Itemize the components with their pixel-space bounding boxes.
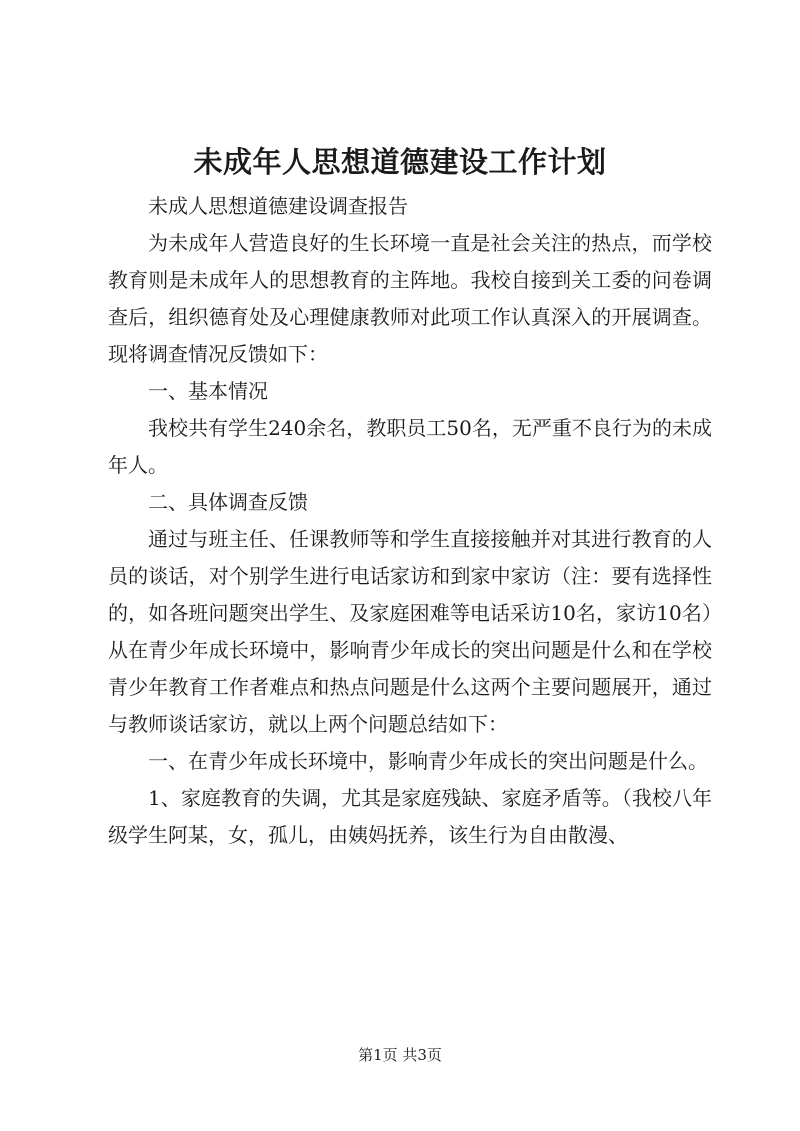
paragraph-feedback: 通过与班主任、任课教师等和学生直接接触并对其进行教育的人员的谈话，对个别学生进行电话家访和到家中家访（注：要有选择性的，如各班问题突出学生、及家庭困难等电话采访10名，家访10名）从在青少年成长环境中，影响青少年成长的突出问题是什么和在学校青少年教育工作者难点和热点问题是什么这两个主要问题展开，通过与教师谈话家访，就以上两个问题总结如下：: [108, 527, 712, 736]
document-body: [108, 188, 712, 854]
page-footer: 第1页 共3页: [358, 1046, 442, 1064]
section-heading-basic: 一、基本情况: [148, 379, 268, 403]
paragraph-item-1: 1、家庭教育的失调，尤其是家庭残缺、家庭矛盾等。（我校八年级学生阿某，女，孤儿，由姨妈抚养，该生行为自由散漫、: [108, 786, 712, 847]
paragraph-intro: 为未成年人营造良好的生长环境一直是社会关注的热点，而学校教育则是未成年人的思想教育的主阵地。我校自接到关工委的问卷调查后，组织德育处及心理健康教师对此项工作认真深入的开展调查。现将调查情况反馈如下：: [108, 231, 712, 366]
section-heading-problems: 一、在青少年成长环境中，影响青少年成长的突出问题是什么。: [148, 749, 708, 773]
section-heading-feedback: 二、具体调查反馈: [148, 490, 308, 514]
paragraph-subtitle: 未成人思想道德建设调查报告: [148, 194, 408, 218]
paragraph-basic: 我校共有学生240余名，教职员工50名，无严重不良行为的未成年人。: [108, 416, 712, 477]
document-title: 未成年人思想道德建设工作计划: [193, 145, 607, 179]
